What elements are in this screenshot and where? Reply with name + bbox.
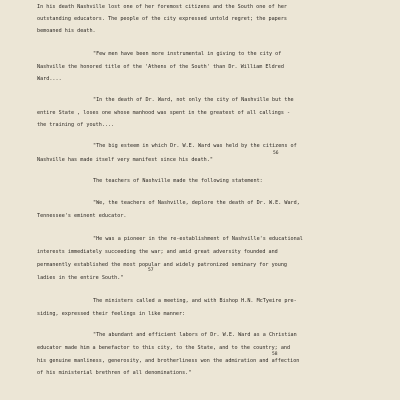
text-line: of his ministerial brethren of all denominations." [37,370,192,376]
text-line: interests immediately succeeding the war; and amid great adversity founded and [37,249,278,255]
text-line: Nashville has made itself very manifest since his death." [37,157,213,163]
text-line: siding, expressed their feelings in like manner: [37,311,186,317]
text-line: The ministers called a meeting, and with Bishop H.N. McTyeire pre- [93,298,297,304]
text-line: "In the death of Dr. Ward, not only the city of Nashville but the [93,97,294,103]
footnote-marker: 56 [273,151,279,156]
text-line: outstanding educators. The people of the city expressed untold regret; the papers [37,16,288,22]
text-line: "The abundant and efficient labors of Dr. W.E. Ward as a Christian [93,332,297,338]
text-line: his genuine manliness, generosity, and brotherliness won the admiration and affection [37,358,300,364]
text-line: entire State , loses one whose manhood was spent in the greatest of all callings - [37,110,291,116]
text-line: Ward.... [37,76,62,82]
text-line: permanently established the most popular and widely patronized seminary for young [37,262,288,268]
footnote-marker: 58 [272,352,278,357]
text-line: Nashville the honored title of the 'Athens of the South' than Dr. William Eldred [37,64,284,70]
text-line: "He was a pioneer in the re-establishment of Nashville's educational [93,236,303,242]
text-line: educator made him a benefactor to this city, to the State, and to the country; and [37,345,291,351]
text-line: "We, the teachers of Nashville, deplore the death of Dr. W.E. Ward, [93,200,300,206]
text-line: In his death Nashville lost one of her foremost citizens and the South one of her [37,4,288,10]
text-line: Tennessee's eminent educator. [37,213,127,219]
footnote-marker: 57 [148,268,154,273]
text-line: "Few men have been more instrumental in giving to the city of [93,51,282,57]
text-line: the training of youth.... [37,122,115,128]
text-line: ladies in the entire South." [37,275,124,281]
text-line: bemoaned his death. [37,28,96,34]
text-line: The teachers of Nashville made the following statement: [93,178,263,184]
text-line: "The big esteem in which Dr. W.E. Ward was held by the citizens of [93,143,297,149]
